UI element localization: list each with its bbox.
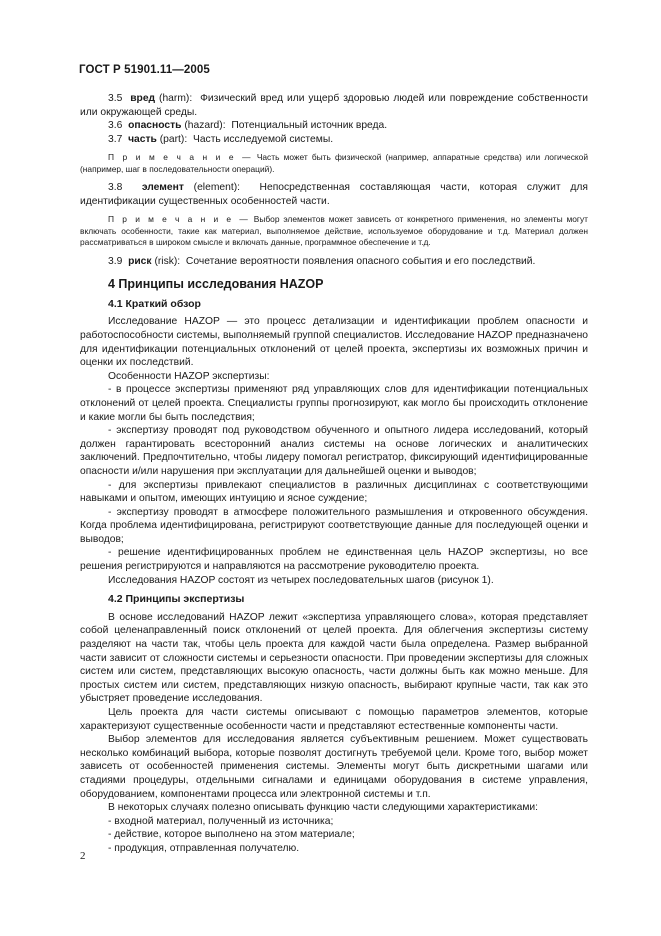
definition-number: 3.9 xyxy=(108,255,123,267)
paragraph: Выбор элементов для исследования является субъективным решением. Может существовать несколько комбинаций выбора, которые позволят достигнуть требуемой цели. Кроме того, выбор может зависеть от особенностей применения системы. Элементы могут быть дискретными шагами или стадиями процедуры, отдельными сигналами и единицами оборудования в системе управления, оборудованием, компонентами процесса или электронной системы и т.п. xyxy=(80,734,588,800)
note-label: П р и м е ч а н и е — xyxy=(108,214,250,225)
page-number: 2 xyxy=(80,850,86,862)
paragraph: Исследования HAZOP состоят из четырех последовательных шагов (рисунок 1). xyxy=(108,574,494,586)
note-label: П р и м е ч а н и е — xyxy=(108,152,253,163)
definition-term: часть xyxy=(128,133,157,145)
definition-3-8 xyxy=(80,181,588,208)
list-item: - для экспертизы привлекают специалистов в различных дисциплинах с соответствующими навыками и опытом, имеющих интуицию и ясное суждение; xyxy=(80,479,588,505)
definition-term: риск xyxy=(128,255,152,267)
list-item: - решение идентифицированных проблем не единственная цель HAZOP экспертизы, но все решения регистрируются и направляются на рассмотрение руководителю проекта. xyxy=(80,547,588,573)
paragraph: Особенности HAZOP экспертизы: xyxy=(108,370,270,382)
standard-header: ГОСТ Р 51901.11—2005 xyxy=(79,64,210,76)
list-item: - в процессе экспертизы применяют ряд управляющих слов для идентификации потенциальных отклонений от целей проекта. Специалисты группы прогнозируют, как могло бы происходить отклонение и какие могли бы быть последствия; xyxy=(80,384,588,423)
subsection-4-1-title: 4.1 Краткий обзор xyxy=(108,297,201,310)
definition-text: Часть исследуемой системы. xyxy=(192,133,334,145)
section-4-title: 4 Принципы исследования HAZOP xyxy=(108,277,324,292)
list-item: - экспертизу проводят под руководством обученного и опытного лидера исследований, который должен гарантировать всесторонний анализ системы на основе логических и аналитических заключений. Предпочтительно, чтобы лидеру помогал регистратор, фиксирующий идентифицированные опасности и/или нарушения при эксплуатации для дальнейшей оценки и выводов; xyxy=(80,425,588,477)
definition-text: Непосредственная составляющая части, которая служит для идентификации существенных особенностей части. xyxy=(80,182,588,207)
definition-text: Сочетание вероятности появления опасного события и его последствий. xyxy=(185,255,536,267)
definition-text: Потенциальный источник вреда. xyxy=(231,120,388,132)
definition-term: элемент xyxy=(141,182,184,194)
paragraph: В некоторых случаях полезно описывать функцию части следующими характеристиками: xyxy=(108,802,539,814)
definition-term: вред xyxy=(130,93,156,104)
list-item: - экспертизу проводят в атмосфере положительного размышления и откровенного обсуждения. Когда проблема идентифицирована, регистрируют соответствующие данные для последующей оценки и выводов; xyxy=(80,506,588,545)
definition-3-6 xyxy=(80,119,588,133)
definition-3-5 xyxy=(80,92,588,119)
paragraph: Исследование HAZOP — это процесс детализации и идентификации проблем опасности и работоспособности системы, выполняемый группой специалистов. Исследование HAZOP предназначено для идентификации потенциальных отклонений от целей проекта, экспертизы их возможных причин и оценки их последствий. xyxy=(80,316,588,369)
definition-en: (hazard): xyxy=(184,120,226,132)
note-1 xyxy=(80,152,588,175)
subsection-4-2-title: 4.2 Принципы экспертизы xyxy=(108,593,245,606)
note-text: Часть может быть физической (например, аппаратные средства) или логической (например, шаг в последовательности операций). xyxy=(80,152,588,174)
definition-number: 3.5 xyxy=(108,93,123,104)
definition-en: (risk): xyxy=(154,255,181,267)
list-item: - действие, которое выполнено на этом материале; xyxy=(108,829,355,841)
definition-text: Физический вред или ущерб здоровью людей или повреждение собственности или окружающей среды. xyxy=(80,93,588,118)
note-text: Выбор элементов может зависеть от конкретного применения, но элементы могут включать особенности, такие как материал, выполняемое действие, используемое оборудование и т.д. Материал должен рассматриваться в широком смысле и включать данные, программное обеспечение и т.д. xyxy=(80,214,588,248)
definition-en: (harm): xyxy=(159,93,193,104)
definition-en: (element): xyxy=(193,182,241,194)
definition-number: 3.8 xyxy=(108,182,123,194)
list-item: - продукция, отправленная получателю. xyxy=(108,842,300,854)
paragraph: В основе исследований HAZOP лежит «экспертиза управляющего слова», которая представляет собой целенаправленный поиск отклонений от целей проекта. Для облегчения экспертизы систему разделяют на части так, чтобы цель проекта для каждой части была определена. Размер выбранной части зависит от сложности системы и серьезности опасности. При проведении экспертизы для сложных систем или систем, представляющих высокую опасность, части должны быть как можно меньше. Для простых систем или систем, представляющих низкую опасность, выбирают крупные части, так как это убыстряет проведение исследования. xyxy=(80,611,588,705)
definition-number: 3.6 xyxy=(108,120,123,132)
definition-3-7 xyxy=(80,133,588,147)
definition-number: 3.7 xyxy=(108,133,123,145)
definition-en: (part): xyxy=(159,133,188,145)
page-content xyxy=(80,92,588,856)
list-item: - входной материал, полученный из источника; xyxy=(108,815,334,827)
paragraph: Цель проекта для части системы описывают с помощью параметров элементов, которые характеризуют существенные особенности части и представляют естественные компоненты части. xyxy=(80,707,588,732)
note-2 xyxy=(80,214,588,248)
definition-term: опасность xyxy=(128,120,182,132)
definition-3-9 xyxy=(80,255,588,269)
